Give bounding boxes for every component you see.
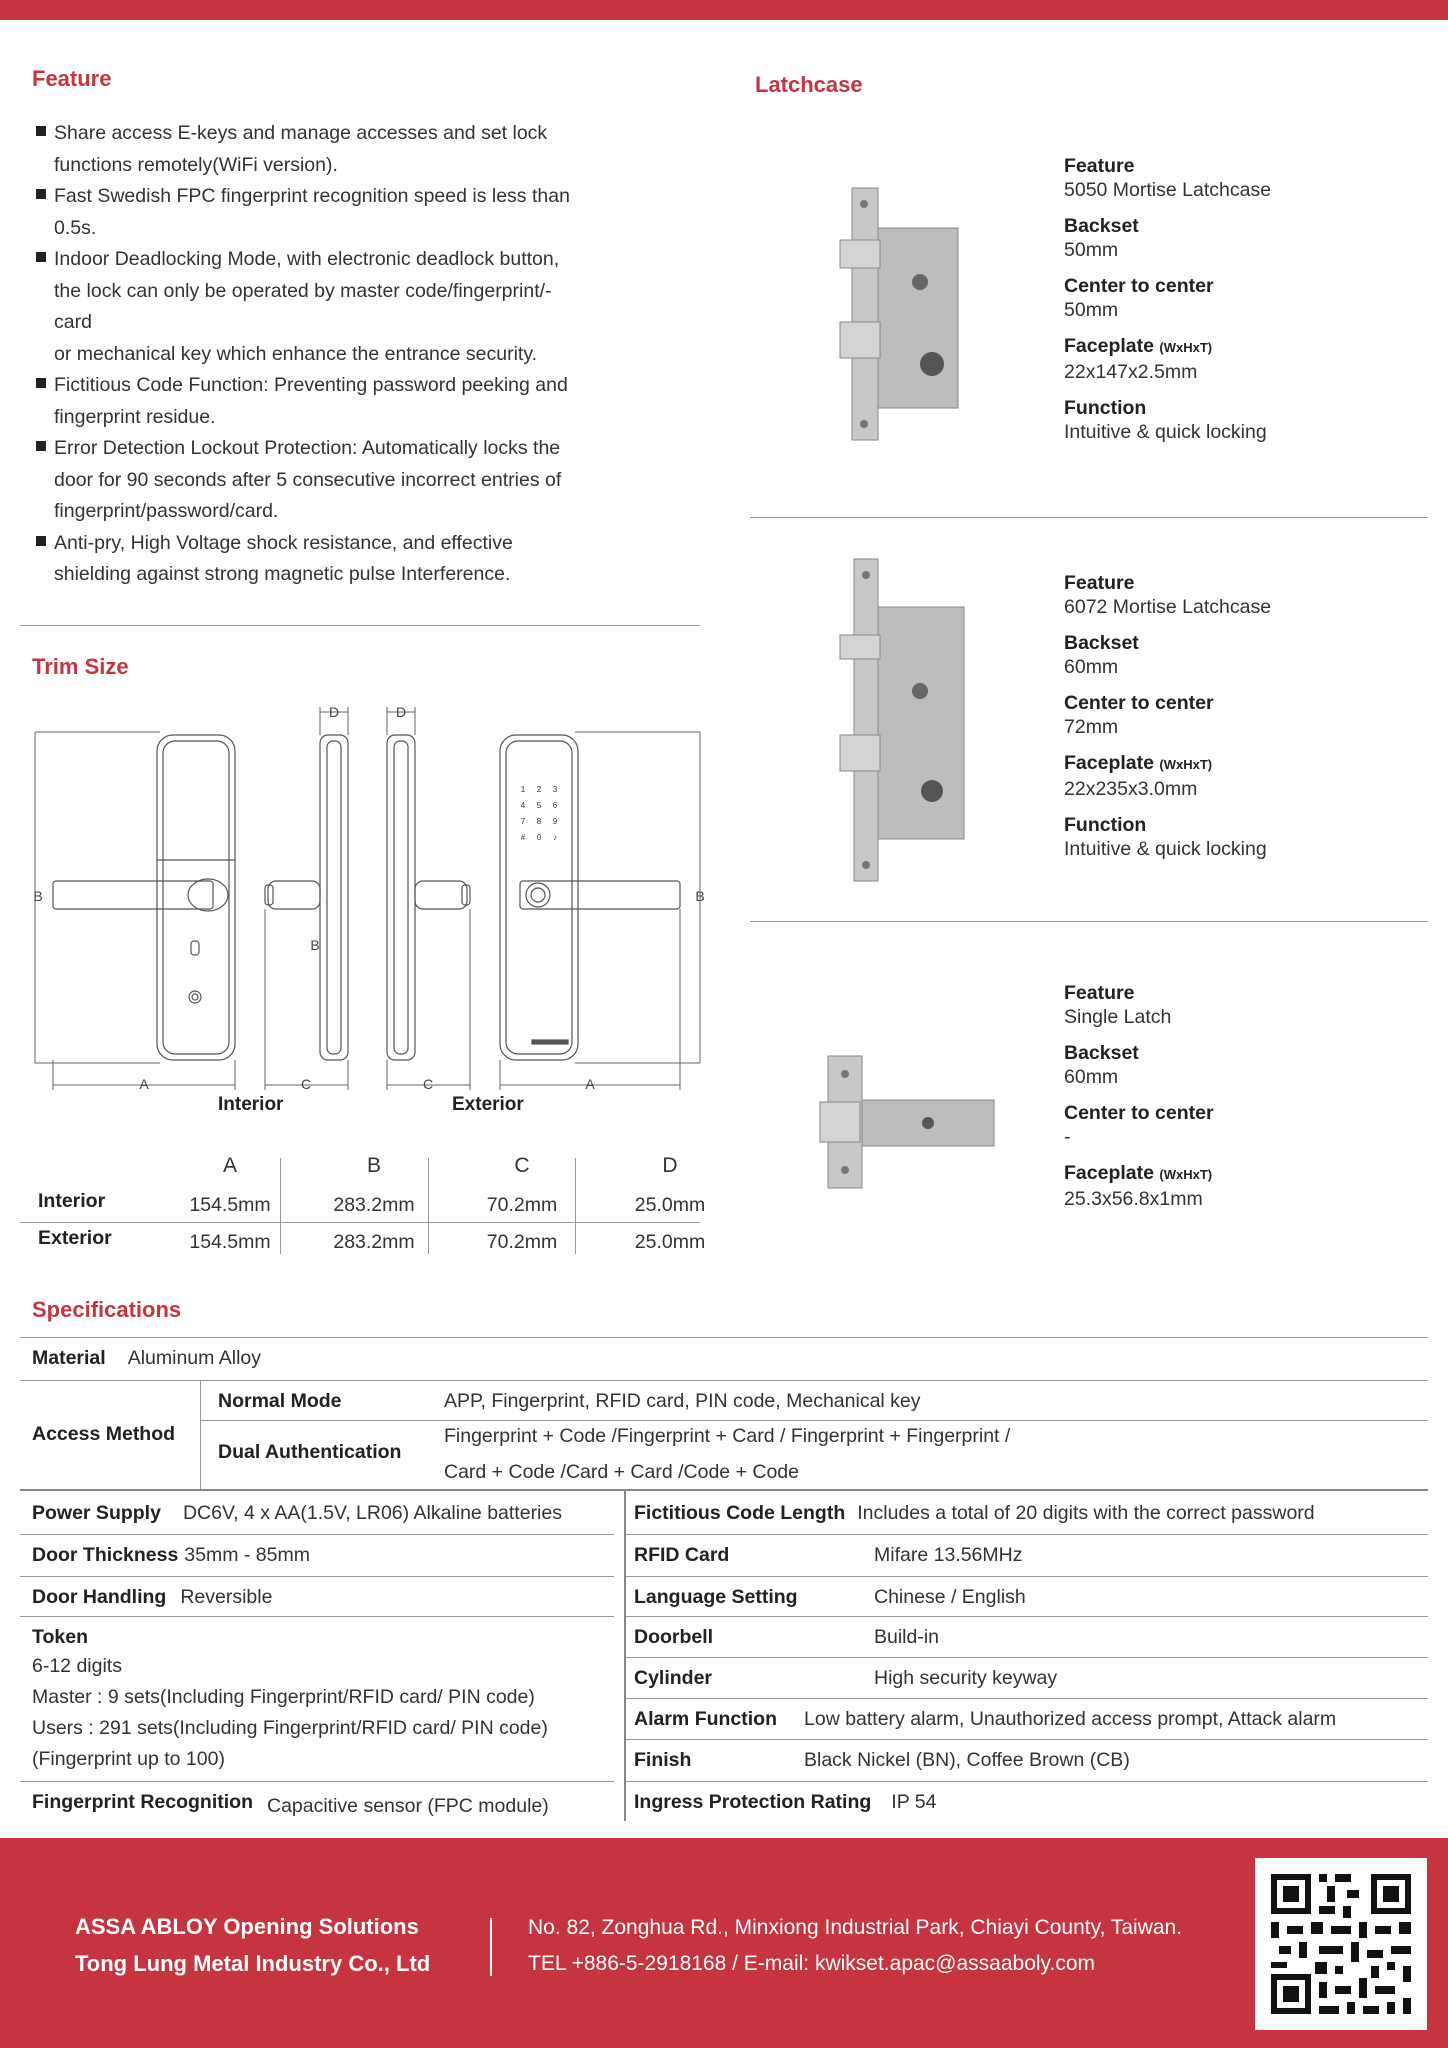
qr-code-icon [1255,1858,1427,2030]
svg-text:6: 6 [552,801,558,810]
spec-fictitious-code: Fictitious Code Length Includes a total of 20 digits with the correct password [634,1501,1315,1524]
spec-cylinder: Cylinder High security keyway [634,1666,1058,1689]
table-row: Interior 154.5mm 283.2mm 70.2mm 25.0mm [38,1190,706,1216]
latchcase-title: Latchcase [755,72,863,97]
footer-contact: TEL +886-5-2918168 / E-mail: kwikset.apac@assaaboly.com [528,1952,1096,1975]
spec-doorbell: Doorbell Build-in [634,1625,940,1648]
footer-company2: Tong Lung Metal Industry Co., Ltd [75,1951,431,1976]
specifications-title: Specifications [32,1297,182,1322]
spec-language-setting: Language Setting Chinese / English [634,1585,1026,1608]
latchcase-spec-2: Feature 6072 Mortise Latchcase Backset 60mm Center to center 72mm Faceplate (WxHxT) 22x235x3.0mm Function Intuitive & quick locking [1064,572,1272,860]
spec-ingress-protection: Ingress Protection Rating IP 54 [634,1790,937,1813]
keypad-icons [521,785,558,842]
table-header: B [366,1154,381,1177]
svg-text:A: A [139,1076,149,1092]
spec-alarm-function: Alarm Function Low battery alarm, Unauthorized access prompt, Attack alarm [634,1707,1337,1730]
svg-text:#: # [520,833,526,842]
spec-access-method-label: Access Method [32,1423,176,1445]
list-item: Fast Swedish FPC fingerprint recognition speed is less than 0.5s. [32,181,712,244]
spec-finish: Finish Black Nickel (BN), Coffee Brown (CB) [634,1748,1130,1771]
svg-text:D: D [395,704,407,720]
svg-text:0: 0 [536,833,542,842]
table-row: Exterior 154.5mm 283.2mm 70.2mm 25.0mm [38,1227,706,1253]
divider [750,921,1428,922]
svg-text:C: C [300,1076,312,1092]
divider [750,517,1428,518]
spec-door-handling: Door Handling Reversible [32,1585,273,1608]
svg-text:B: B [310,937,320,953]
svg-text:9: 9 [552,817,558,826]
divider [200,1420,1428,1421]
table-header: C [514,1154,530,1177]
list-item: Indoor Deadlocking Mode, with electronic deadlock button, the lock can only be operated by master code/fingerprint/- card or mechanical key which enhance the entrance security. [32,244,712,370]
spec-fingerprint-recognition: Fingerprint Recognition Capacitive sensor (FPC module) [32,1790,549,1817]
feature-list [32,118,712,591]
spec-rfid-card: RFID Card Mifare 13.56MHz [634,1543,1023,1566]
spec-dual-auth-line1: Fingerprint + Code /Fingerprint + Card / Fingerprint + Fingerprint / [444,1425,1011,1447]
svg-text:A: A [585,1076,595,1092]
svg-text:♪: ♪ [553,833,557,842]
svg-text:D: D [328,704,340,720]
spec-dual-auth-label: Dual Authentication [218,1441,402,1463]
caption-interior: Interior [218,1094,284,1115]
top-accent-bar [0,0,1448,20]
svg-text:B: B [695,888,705,904]
table-header: A [222,1154,237,1177]
svg-text:8: 8 [536,817,542,826]
caption-exterior: Exterior [452,1094,524,1115]
svg-text:1: 1 [520,785,526,794]
feature-title: Feature [32,66,112,91]
footer-address: No. 82, Zonghua Rd., Minxiong Industrial Park, Chiayi County, Taiwan. [528,1916,1183,1939]
svg-text:7: 7 [520,817,526,826]
trim-size-title: Trim Size [32,654,129,679]
svg-text:C: C [422,1076,434,1092]
spec-door-thickness: Door Thickness 35mm - 85mm [32,1543,310,1566]
svg-text:B: B [33,888,43,904]
trim-size-table [20,1150,706,1259]
svg-text:2: 2 [536,785,542,794]
table-header: D [662,1154,678,1177]
list-item: Fictitious Code Function: Preventing password peeking and fingerprint residue. [32,370,712,433]
single-latch-image [818,1052,998,1192]
divider [20,625,700,626]
spec-power-supply: Power Supply DC6V, 4 x AA(1.5V, LR06) Alkaline batteries [32,1501,562,1524]
footer [0,1838,1448,2048]
svg-text:3: 3 [552,785,558,794]
latchcase-spec-3: Feature Single Latch Backset 60mm Center to center - Faceplate (WxHxT) 25.3x56.8x1mm [1064,982,1214,1210]
trim-size-drawing [20,695,720,1125]
spec-normal-mode: Normal Mode APP, Fingerprint, RFID card, PIN code, Mechanical key [218,1389,921,1412]
spec-token: Token 6-12 digits Master : 9 sets(Including Fingerprint/RFID card/ PIN code) Users : 291 sets(Including Fingerprint/RFID card/ PIN code) (Fingerprint up to 100) [32,1626,548,1770]
list-item: Share access E-keys and manage accesses and set lock functions remotely(WiFi version). [32,118,712,181]
list-item: Error Detection Lockout Protection: Automatically locks the door for 90 seconds after 5 consecutive incorrect entries of fingerprint/password/card. [32,433,712,528]
latchcase-6072-image [820,555,980,885]
svg-text:4: 4 [520,801,526,810]
footer-divider [490,1918,492,1976]
spec-material: Material Aluminum Alloy [32,1346,262,1369]
latchcase-5050-image [820,180,980,450]
list-item: Anti-pry, High Voltage shock resistance, and effective shielding against strong magnetic pulse Interference. [32,528,712,591]
svg-text:5: 5 [536,801,542,810]
latchcase-spec-1: Feature 5050 Mortise Latchcase Backset 50mm Center to center 50mm Faceplate (WxHxT) 22x147x2.5mm Function Intuitive & quick locking [1064,155,1272,443]
spec-dual-auth-line2: Card + Code /Card + Card /Code + Code [444,1461,799,1483]
footer-company1: ASSA ABLOY Opening Solutions [75,1914,419,1939]
